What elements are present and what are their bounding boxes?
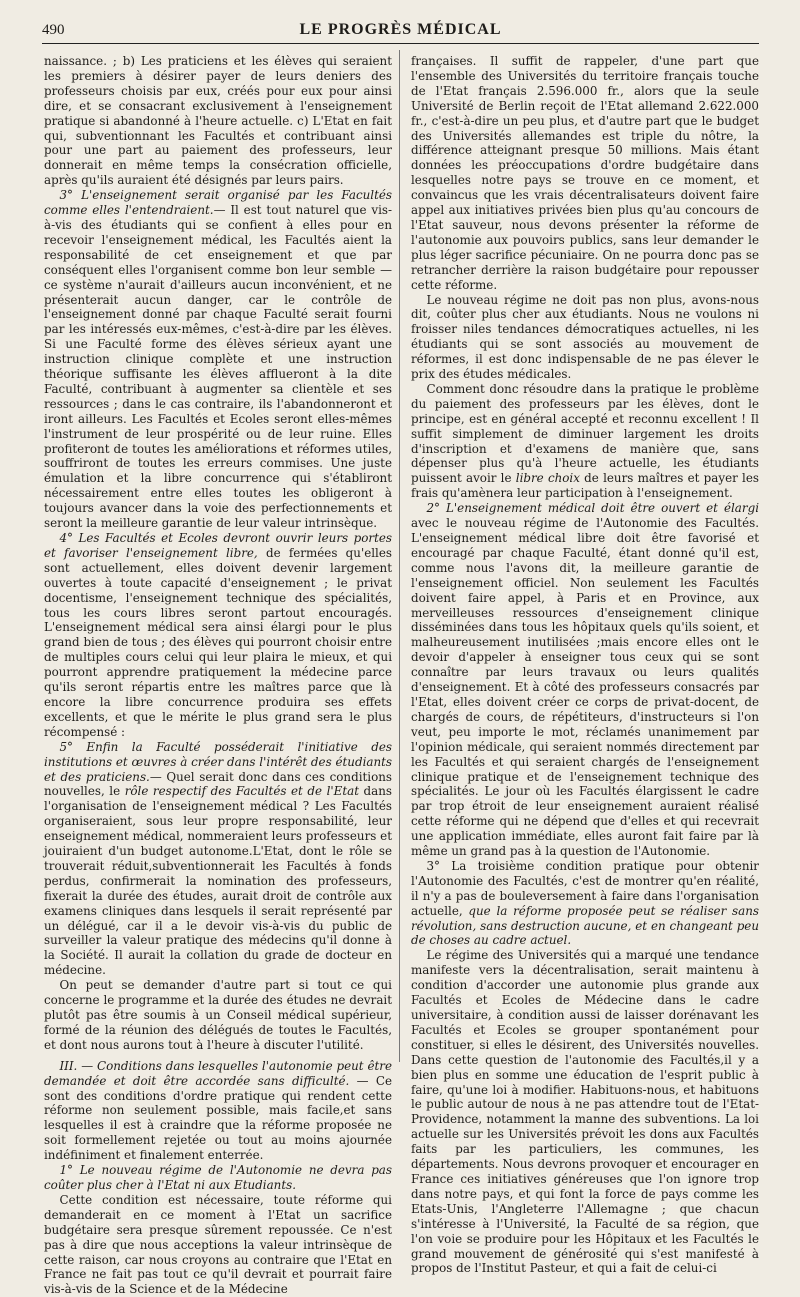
paragraph-text: de leurs maîtres et payer les frais qu'amènera leur participation à l'enseignement. xyxy=(411,471,759,501)
page-number: 490 xyxy=(42,22,65,38)
paragraph xyxy=(44,978,392,1053)
paragraph-text: avec le nouveau régime de l'Autonomie des Facultés. L'enseignement médical libre doit être favorisé et encouragé par chaque Faculté, étant donné qu'il est, comme nous l'avons dit, la meilleure garantie de l'enseignement officiel. Non seulement les Facultés doivent faire appel, à Paris et en Province, aux merveilleuses ressources d'enseignement clinique disséminées dans tous les hôpitaux quels qu'ils soient, et malheureusement inutilisées ;mais encore elles ont le devoir d'appeler à enseigner tous ceux qui se sont connaître par leurs travaux ou leurs qualités d'enseignement. Et à côté des professeurs consacrés par l'Etat, elles doivent créer ce corps de privat-docent, de chargés de cours, de répétiteurs, d'instructeurs si l'on veut, peu importe le mot, réclamés unanimement par l'opinion médicale, qui seraient nommés directement par les Facultés et qui seraient chargés de l'enseignement clinique pratique et de l'enseignement technique des spécialités. Le jour où les Facultés élargissent le cadre par trop étroit de leur enseignement auraient réalisé cette réforme qui ne dépend que d'elles et qui recevrait une application immédiate, elles auront fait faire par là même un grand pas à la question de l'Autonomie. xyxy=(411,516,759,859)
paragraph-text: Il est tout naturel que vis-à-vis des étudiants qui se confient à elles pour en recevoir l'enseignement médical, les Facultés aient la responsabilité de cet enseignement et que par conséquent elles l'organisent comme bon leur semble — ce système n'aurait d'ailleurs aucun inconvénient, et ne présenterait aucun danger, car le contrôle de l'enseignement donné par chaque Faculté serait fourni par les intéressés eux-mêmes, c'est-à-dire par les élèves. Si une Faculté forme des élèves sérieux ayant une instruction clinique complète et une instruction théorique suffisante les élèves afflueront à la dite Faculté, contribuant à augmenter sa clientèle et ses ressources ; dans le cas contraire, ils l'abandonneront et iront ailleurs. Les Facultés et Ecoles seront elles-mêmes l'instrument de leur prospérité ou de leur ruine. Elles profiteront de toutes les améliorations et réformes utiles, souffriront de toutes les erreurs commises. Une juste émulation et la libre concurrence qui s'établiront nécessairement entre elles toutes les obligeront à toujours avancer dans la voie des perfectionnements et seront la meilleure garantie de leur valeur intrinsèque. xyxy=(44,203,393,531)
paragraph xyxy=(44,54,392,188)
column-divider xyxy=(399,50,400,1062)
paragraph xyxy=(44,531,392,740)
paragraph xyxy=(44,1059,392,1163)
paragraph xyxy=(411,54,759,293)
page-header xyxy=(42,20,759,42)
paragraph-text: dans l'organisation de l'enseignement médical ? Les Facultés organiseraient, sous leur propre responsabilité, leur enseignement médical, nommeraient leurs professeurs et jouiraient d'un budget autonome.L'Etat, dont le rôle se trouverait réduit,subventionnerait les Facultés à fonds perdus, confirmerait la nomination des professeurs, fixerait la durée des études, aurait droit de contrôle aux examens cliniques dans lesquels il serait représenté par un délégué, car il a le devoir vis-à-vis du public de surveiller la valeur pratique des médecins qu'il donne à la Société. Il aurait la collation du grade de docteur en médecine. xyxy=(44,784,392,978)
paragraph xyxy=(411,293,759,382)
italic-phrase: rôle respectif des Facultés et de l'Etat xyxy=(124,784,359,799)
paragraph-text: Comment donc résoudre dans la pratique le problème du paiement des professeurs par les élèves, dont le principe, est en général accepté et reconnu excellent ! Il suffit simplement de diminuer largement les droits d'inscription et d'examens de manière que, sans dépenser plus qu'à l'heure actuelle, les étudiants puissent avoir le xyxy=(411,381,759,486)
paragraph xyxy=(411,382,759,501)
left-column xyxy=(44,54,393,1297)
header-rule xyxy=(42,43,759,44)
running-title: LE PROGRÈS MÉDICAL xyxy=(299,21,502,38)
paragraph-text: Le nouveau régime ne doit pas non plus, avons-nous dit, coûter plus cher aux étudiants. Nous ne voulons ni froisser niles tendances démocratiques actuelles, ni les étudiants qui se sont associés au mouvement de réformes, il est donc indispensable de ne pas élever le prix des études médicales. xyxy=(411,292,759,382)
section-heading: 1° Le nouveau régime de l'Autonomie ne devra pas coûter plus cher à l'Etat ni aux Etudiants. xyxy=(44,1163,392,1192)
paragraph xyxy=(411,859,759,948)
paragraph xyxy=(411,948,759,1276)
paragraph xyxy=(411,501,759,859)
paragraph-text: Quel serait donc dans ces conditions nouvelles, le xyxy=(44,769,392,799)
section-heading: 2° L'enseignement médical doit être ouvert et élargi xyxy=(426,501,759,516)
paragraph xyxy=(44,1193,392,1297)
section-heading: III. — Conditions dans lesquelles l'autonomie peut être demandée et doit être accordée sans difficulté. xyxy=(44,1058,392,1088)
section-heading: 3° L'enseignement serait organisé par les Facultés comme elles l'entendraient.— xyxy=(44,188,392,218)
paragraph-text: Le régime des Universités qui a marqué une tendance manifeste vers la décentralisation, serait maintenu à condition d'accorder une autonomie plus grande aux Facultés et Ecoles de Médecine dans le cadre universitaire, à condition aussi de laisser dorénavant les Facultés et Ecoles se grouper spontanément pour constituer, si elles le désirent, des Universités nouvelles. Dans cette question de l'autonomie des Facultés,il y a bien plus en somme une éducation de l'esprit public à faire, qu'une loi à modifier. Habituons-nous, et habituons le public autour de nous à ne pas attendre tout de l'Etat-Providence, notamment la manne des subventions. La loi actuelle sur les Universités prévoit les dons aux Facultés faits par les particuliers, les communes, les départements. Nous devrons provoquer et encourager en France ces initiatives généreuses que l'on ignore trop dans notre pays, et qui font la force de pays comme les Etats-Unis, l'Angleterre l'Allemagne ; que chacun s'intéresse à l'Université, la Faculté de sa région, que l'on voie se produire pour les Hôpitaux et les Facultés le grand mouvement de générosité qui s'est manifesté à propos de l'Institut Pasteur, et qui a fait de celui-ci xyxy=(411,948,759,1276)
italic-phrase: libre choix xyxy=(515,471,580,486)
italic-phrase: que la réforme proposée peut se réaliser sans révolution, sans destruction aucune, et en changeant peu de choses au cadre actuel. xyxy=(411,903,759,948)
section-heading: 5° Enfin la Faculté posséderait l'initiative des institutions et œuvres à créer dans l'intérêt des étudiants et des praticiens.— xyxy=(44,739,392,784)
paragraph-text: — Ce sont des conditions d'ordre pratique qui rendent cette réforme non seulement possible, mais facile,et sans lesquelles il est à craindre que la réforme proposée ne soit formellement rejetée ou tout au moins ajournée indéfiniment et finalement enterrée. xyxy=(44,1073,393,1163)
paragraph-text: françaises. Il suffit de rappeler, d'une part que l'ensemble des Universités du territoire français touche de l'Etat français 2.596.000 fr., alors que la seule Université de Berlin reçoit de l'Etat allemand 2.622.000 fr., c'est-à-dire un peu plus, et d'autre part que le budget des Universités allemandes est triple du nôtre, la différence atteignant presque 50 millions. Mais étant données les préoccupations d'ordre budgétaire dans lesquelles notre pays se trouve en ce moment, et convaincus que les vrais décentralisateurs doivent faire appel aux initiatives privées bien plus qu'au concours de l'Etat sauveur, nous devons présenter la réforme de l'autonomie aux pouvoirs publics, sans leur demander le plus léger sacrifice pécuniaire. On ne pourra donc pas se retrancher derrière la raison budgétaire pour repousser cette réforme. xyxy=(411,54,759,292)
right-column xyxy=(411,54,759,1276)
paragraph-text: naissance. ; b) Les praticiens et les élèves qui seraient les premiers à désirer payer de leurs deniers des professeurs choisis par eux, créés pour eux pour ainsi dire, et se consacrant exclusivement à l'enseignement pratique si abandonné à l'heure actuelle. c) L'Etat en fait qui, subventionnant les Facultés et contribuant ainsi pour une part au paiement des professeurs, leur donnerait en même temps la consécration officielle, après qu'ils auraient été désignés par leurs pairs. xyxy=(44,54,392,188)
paragraph-text: 3° La troisième condition pratique pour obtenir l'Autonomie des Facultés, c'est de montrer qu'en réalité, il n'y a pas de bouleversement à faire dans l'organisation actuelle, xyxy=(411,858,759,918)
paragraph xyxy=(44,188,392,531)
paragraph xyxy=(44,1163,392,1193)
paragraph-text: On peut se demander d'autre part si tout ce qui concerne le programme et la durée des études ne devrait plutôt pas être soumis à un Conseil médical supérieur, formé de la réunion des délégués de toutes le Facultés, et dont nous aurons tout à l'heure à discuter l'utilité. xyxy=(44,978,392,1052)
paragraph-text: de fermées qu'elles sont actuellement, elles doivent devenir largement ouvertes à toute capacité d'enseignement ; le privat docentisme, l'enseignement technique des spécialités, tous les cours libres seront partout encouragés. L'enseignement médical sera ainsi élargi pour le plus grand bien de tous ; des élèves qui pourront choisir entre de multiples cours celui qui leur plaira le mieux, et qui pourront apprendre pratiquement la médecine parce qu'ils seront répartis entre les maîtres parce que là encore la libre concurrence produira ses effets excellents, et que le mérite le plus grand sera le plus récompensé : xyxy=(44,545,392,739)
paragraph-text: Cette condition est nécessaire, toute réforme qui demanderait en ce moment à l'Etat un sacrifice budgétaire sera presque sûrement repoussée. Ce n'est pas à dire que nous acceptions la valeur intrinsèque de cette raison, car nous croyons au contraire que l'Etat en France ne fait pas tout ce qu'il devrait et pourrait faire vis-à-vis de la Science et de la Médecine xyxy=(44,1192,392,1297)
paragraph xyxy=(44,740,392,979)
section-heading: 4° Les Facultés et Ecoles devront ouvrir leurs portes et favoriser l'enseignement libre, xyxy=(44,531,392,560)
